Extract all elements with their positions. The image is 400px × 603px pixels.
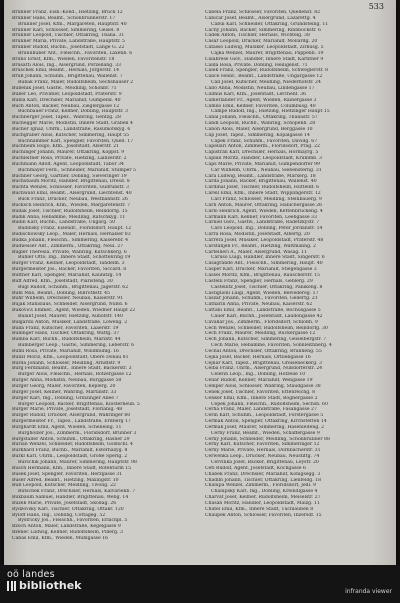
directory-entry: Burger Anna, Modistin, Neubau, Burggasse 58 [12, 378, 122, 384]
directory-entry: Call Josef, Kutscher, Meidling, Niederhofstr. 24 [211, 80, 321, 86]
directory-entry: Cechal Anton, Drechsler, Ottakring, Brunneng. 55 [205, 348, 322, 354]
directory-entry: Cech Marie, Hebamme, Favoriten, Sonnleithnerg. 4 [211, 343, 332, 349]
directory-entry: Buchner Georg, Gärtner, Döbling, Sieveringer 19 [12, 173, 127, 179]
directory-entry: Cardinal Josef, Tischler, Rudolfsheim, Hütteldf. 6 [205, 185, 320, 191]
directory-entry: Burgholzer Jos., Zimmerm., Floridsdorf, Brünner 3 [18, 430, 137, 436]
directory-entry: Cejka Josef, Bäcker, Hernals, Ortliebgasse 16 [205, 354, 311, 360]
directory-entry: Cartellieri A., Maler, Alsergrund, Wasag. 11 [205, 249, 308, 255]
directory-entry: Buchberger Josef, Tapez., Währing, Gentzg. 28 [12, 115, 121, 121]
directory-entry: Cattani Emil, Beamt., Landstraße, Rochusgasse 5 [205, 308, 321, 314]
directory-entry: Bulla Franz, Kutscher, Favoriten, Laaerstr. 19 [12, 325, 119, 331]
directory-entry: Buml Rosa, Private, Mariahilf, Windmühlg. 16 [12, 348, 120, 354]
directory-entry: Chadim Johann, Tischler, Ottakring, Lienfeldg. 18 [205, 477, 321, 483]
directory-entry: Buff Alfred, Kfm., Josefstadt, Piaristeng. 30 [12, 278, 113, 284]
directory-entry: Burger Rudolf, Drucker, Alsergrund, Währinger 60 [12, 413, 131, 419]
directory-entry: Celerin Leop., Ing., Döbling, Hofzeile 10 [211, 372, 306, 378]
directory-entry: Busek Josef, Spengler, Favoriten, Herzgasse 31 [12, 471, 123, 477]
directory-entry: Cerha Franz, Maler, Landstraße, Fasangasse 27 [205, 407, 317, 413]
directory-entry: Cenker Emil, Kfm., Innere Stadt, Bognergasse 2 [205, 395, 318, 401]
directory-entry: Burgstaller Anton, Schuhm., Ottakring, Hasner 29 [12, 436, 130, 442]
directory-entry: Busch Hermann, Kfm., Innere Stadt, Rotenturm 15 [12, 465, 132, 471]
directory-entry: Carl Franz, Schlosser, Meidling, Steinbauerg. 9 [211, 197, 322, 202]
directory-entry: Bzoch Anton, Maler, Landstraße, Kegelgasse 9 [12, 524, 121, 530]
directory-entry: Calice Heinr., Beamt., Landstraße, Ungargasse 12 [205, 74, 323, 80]
directory-entry: Buchgraber Alois, Kutscher, Simmering, Haupt 55 [12, 132, 130, 138]
directory-entry: Buchhammer Karl, Spengler, Favoriten, Quell. 17 [18, 138, 134, 144]
directory-entry: Cerin Karl, Schuhm., Leopoldstadt, Förstergasse 5 [205, 413, 324, 419]
directory-entry: Celba Franz, Uhrm., Alsergrund, Nußdorferstr. 24 [205, 366, 323, 372]
directory-entry: Caruso Luigi, Händler, Innere Stadt, Singerstr. 6 [211, 255, 325, 261]
directory-entry: Cabas Emil, Kfm., Wieden, Mühlgasse 16 [12, 535, 109, 541]
directory-entry: Cetl Rudolf, Agent, Josefstadt, Kochgasse 6 [205, 465, 306, 471]
directory-entry: Burda Johann, Schlosser, Meidling, Arndtstr. 9 [12, 360, 121, 366]
directory-entry: Chaupek Anton, Schlosser, Favoriten, Inzersdf. 15 [205, 512, 322, 518]
directory-entry: Cachy Johann, Bäcker, Simmering, Rinnböckstr. 6 [205, 27, 321, 33]
directory-entry: Carlo Heinrich, Agent, Wieden, Kettenbrückeng. 4 [205, 208, 323, 214]
directory-entry: Bystricky Jos., Fleischh., Favoriten, Erlachpl. 5 [18, 518, 128, 524]
document-page [4, 0, 396, 565]
directory-entry: Buchegger Marie, Modistin, Innere Stadt, Graben 4 [12, 121, 133, 127]
directory-entry: Buck Franz, Drucker, Neubau, Westbahnstr. 26 [18, 197, 128, 202]
directory-entry: Buch Anton, Bäcker, Neubau, Zieglergasse 12 [12, 103, 120, 109]
directory-entry: Chatel Emil, Kfm., Innere Stadt, Tuchlauben 8 [205, 506, 314, 512]
directory-entry: Car Wilhelm, Uhrm., Neubau, Siebensterng. 31 [211, 167, 322, 173]
directory-entry: Bürgermeister Jos., Bäcker, Favoriten, Siccard. 8 [12, 267, 127, 273]
directory-entry: Bruß Johann, Schuhm., Brigittenau, Wallenst. 7 [12, 74, 123, 80]
directory-entry: Bugl Rudolf, Schuhm., Brigittenau, Jägerstr. 62 [18, 284, 129, 290]
directory-entry: Brunner Leopold, Tischler, Ottakring, Thalia. 31 [12, 33, 125, 39]
directory-entry: Cassel Moritz, Kfm., Brigittenau, Rauscherstr. 15 [205, 272, 320, 278]
directory-entry: Carli Anton, Maurer, Ottakring, Habichergasse 26 [205, 202, 323, 208]
directory-entry: Cara Ludwig, Beamt., Landstraße, Marxerg. 18 [205, 173, 316, 179]
directory-entry: Camerlander Fr., Agent, Wieden, Rainergasse 3 [205, 97, 317, 103]
directory-entry: Canon Alois, Maler, Alsergrund, Berggasse 10 [205, 126, 313, 132]
directory-entry: Cabul Karl, Schneider, Ottakring, Grundsteing. 11 [211, 21, 329, 27]
directory-entry: Carstanjen Fr., Beamt., Hietzing, Wattmanng. 2 [205, 243, 316, 249]
directory-entry: Bumberger Leop., Gastw., Simmering, Leberstr. 6 [18, 343, 134, 349]
directory-entry: Buchbauer Franz, Kellner, Döbling, Hauptstr. 3 [18, 109, 128, 115]
directory-entry: Cerny Franz, Beamt., Wieden, Schäffergasse 9 [211, 430, 320, 436]
directory-entry: Brunnhuber Ant., Fleischh., Favoriten, Laxenb. 6 [18, 50, 133, 56]
directory-entry: Budweiser Ant., Zimmerm., Ottakring, Neul. 27 [12, 243, 124, 249]
viewer-label[interactable]: infranda viewer [345, 588, 392, 595]
directory-entry: Chalupa Wenzel, Zimmerm., Floridsdorf, Jedl. 9 [205, 483, 316, 489]
directory-entry: Cech Wenzel, Schneider, Rudolfsheim, Reindorfg. 30 [205, 325, 328, 331]
directory-entry: Brusatti Alois, Ing., Alsergrund, Porzellang. 33 [12, 62, 121, 68]
directory-entry: Capistran Karl, Drechsler, Hernals, Hormayrg. 5 [205, 150, 319, 156]
directory-entry: Cervinka Josef, Bäcker, Brigittenau, Leystr. 20 [211, 459, 319, 465]
directory-entry: Cerny Johann, Schneider, Meidling, Schönbrunner 88 [205, 436, 330, 442]
directory-entry: Cäsar Leopold, Drucker, Mariahilf, Mollardg. 20 [205, 39, 318, 45]
directory-entry: Bürger Franz, Kellner, Leopoldstadt, Tandelm. 3 [12, 261, 125, 267]
directory-entry: Cauer Karl, Buchh., Josefstadt, Laudongasse 42 [211, 313, 323, 319]
directory-entry: Cejnar Karl, Tapez., Brigittenau, Greiseneckerg. 3 [205, 360, 322, 366]
directory-entry: Budinsky Franz, Eisendr., Floridsdorf, Haupt. 12 [18, 226, 132, 232]
directory-entry: Carell Emil, Kfm., Innere Stadt, Wipplingerstr. 12 [205, 191, 321, 197]
directory-entry: Cech Franz, Maurer, Meidling, Ruckergasse 12 [205, 331, 316, 337]
directory-entry: Cellar Rudolf, Kellner, Mariahilf, Webgasse 19 [205, 378, 313, 384]
directory-entry: Bunzl Moriz, Kfm., Leopoldstadt, Obere Donau 81 [12, 354, 129, 360]
logo-bars-icon [7, 581, 16, 591]
directory-entry: Buxbaum Samuel, Händler, Brigittenau, Webg. 14 [12, 495, 129, 501]
directory-entry: Burger Karl, Ing., Döbling, Grinzinger Allee 7 [12, 395, 119, 401]
directory-entry: Cafasso Ludwig, Musiker, Leopoldstadt, Zirkusg. 5 [205, 45, 324, 51]
directory-entry: Buhl Max, Beamt., Döbling, Billrothstr. 45 [12, 290, 110, 296]
directory-entry: Bügler Theresia, Private, Währing, Kutschkerg. 6 [12, 249, 127, 255]
directory-entry: Capek Franz, Schuhm., Favoriten, Davidg. 67 [211, 138, 318, 144]
directory-entry: Buchinger Johann, Maurer, Ottakring, Koppst. 9 [12, 150, 125, 156]
directory-entry: Camilo Emil, Kellner, Favoriten, Columbusg. 40 [205, 103, 316, 109]
right-column [205, 10, 391, 518]
directory-entry: Bühler Otto, Ing., Innere Stadt, Schottenring 19 [18, 255, 131, 261]
directory-entry: Carmann Karl, Kellner, Favoriten, Leebgasse 33 [205, 214, 317, 220]
directory-entry: Burian Wenzel, Schneider, Rudolfsheim, Goldschl. 4 [12, 442, 133, 448]
directory-entry: Burschik Johann, Maurer, Simmering, Hauptstr. 98 [18, 459, 137, 465]
directory-entry: Caro Leopold, Ing., Döbling, Peter Jordanstr. 14 [211, 226, 323, 232]
left-column [12, 10, 198, 542]
directory-entry: Buß Leopold, Kutscher, Meidling, Tivolig. 22 [12, 483, 116, 489]
directory-entry: Bydzovsky Karl, Tischler, Ottakring, Ottakr. 120 [12, 506, 124, 512]
directory-entry: Budka Johann, Fleischh., Simmering, Kaiserebr. 4 [12, 237, 129, 243]
directory-entry: Buser Alfred, Beamt., Hietzing, Maxingstr. 10 [12, 477, 119, 483]
directory-entry: Cemper Alois, Schlosser, Währing, Staudgasse 38 [205, 384, 321, 389]
directory-entry: Cech Johann, Kutscher, Simmering, Geiselbergstr. 7 [205, 337, 327, 343]
directory-entry: Castelli Franz, Spengler, Hernals, Geblerg. 29 [205, 278, 313, 284]
logo-text-line1: oö landes [7, 569, 55, 580]
directory-entry: Capellari Anton, Zimmerm., Floridsdorf, Prag. 22 [205, 144, 320, 150]
directory-entry: Buber Leo, Privatier, Leopoldstadt, Praterstr. 9 [12, 91, 122, 97]
directory-entry: Caszar Johann, Schuhm., Favoriten, Gellertg. 21 [205, 296, 318, 302]
directory-entry: Bucher Ignaz, Uhrm., Landstraße, Rasumofskyg. 6 [12, 126, 131, 132]
directory-entry: Cap Josef, Tapez., Simmering, Kopalgasse 14 [205, 132, 310, 138]
directory-entry: Burghardt Emil, Agent, Wieden, Schelleing. 11 [12, 424, 122, 430]
directory-entry: Cerny Karl, Kutscher, Favoriten, Simmeringer 12 [205, 442, 320, 448]
directory-entry: Bzenec Ludwig, Kellner, Rudolfsheim, Pillerg. 3 [12, 530, 123, 536]
directory-entry: Bubla Karl, Drechsler, Mariahilf, Gumpend. 40 [12, 97, 121, 103]
directory-entry: Cabela Franz, Schlosser, Favoriten, Quellenst. 82 [205, 10, 321, 15]
directory-entry: Buchta Wenzel, Schlosser, Favoriten, Gudrunstr. 3 [12, 185, 129, 191]
directory-entry: Buchleitner Rosa, Private, Hietzing, Lainzerstr. 2 [12, 156, 127, 162]
directory-entry: Cerwenka Leop., Drucker, Neubau, Neustiftg. 74 [205, 454, 320, 460]
directory-entry: Carniel Giov., Gastw., Landstraße, Radetzkystr. 7 [205, 220, 320, 226]
directory-entry: Bruschek Emil, Beamt., Hernals, Jörgerstr. 14 [12, 68, 120, 74]
directory-entry: Cermak Josef, Maurer, Simmering, Hasenleiteng. 2 [205, 424, 325, 430]
directory-entry: Bubak Franz, Maler, Rudolfsheim, Sechshauser 2 [18, 80, 134, 86]
directory-entry: Buchheim Hugo, Kfm., Josefstadt, Alserstr. 21 [12, 144, 120, 150]
directory-entry: Bukovics Emmer., Agent, Wieden, Wiedner Haupt 22 [12, 308, 136, 314]
logo-text-line2-wrap [7, 580, 81, 592]
directory-entry: Burger Georg, Maler, Favoriten, Keplerg. 20 [12, 384, 116, 389]
directory-entry: Calabrese Giov., Händler, Innere Stadt, Kärntner 9 [205, 56, 324, 62]
directory-entry: Canal Johann, Fleischh., Ottakring, Thaliastr. 57 [205, 115, 318, 121]
directory-entry: Brunner Rudolf, Buchh., Josefstadt, Lange G. 22 [12, 45, 125, 51]
directory-entry: Burkhard Franz, Buchb., Mariahilf, Esterhazyg. 8 [12, 448, 128, 454]
page-number: 533 [368, 2, 384, 11]
directory-entry: Buzek Marie, Private, Josefstadt, Skodag. 26 [12, 500, 117, 506]
directory-entry: Casagrande Ant., Fleischh., Simmering, Haupt. 40 [205, 261, 323, 267]
directory-entry: Cabicar Josef, Beamt., Alsergrund, Lazarettg. 4 [205, 15, 316, 21]
directory-entry: Callo Anna, Modistin, Neubau, Lindengasse 17 [205, 85, 315, 91]
directory-entry: Butschek Franz, Drechsler, Hernals, Kalvarienb. 7 [18, 489, 136, 495]
library-logo[interactable] [7, 569, 81, 592]
directory-entry: Budin Karl, Buchb., Landstraße, Ungarg. 50 [12, 220, 116, 226]
directory-entry: Burgermeister Fr., Tapez., Landstraße, Erdberg 17 [12, 419, 131, 425]
directory-entry: Burger Josef, Kellner, Währing, Martinstr. 33 [12, 389, 117, 395]
directory-entry: Buchmann Adolf, Agent, Leopoldstadt, Tabor 34 [12, 161, 124, 167]
directory-entry: Cavallar Jos., Zimmerm., Floridsdorf, Schloßh. 9 [205, 319, 318, 325]
directory-entry: Bullinger Hans, Tischler, Ottakring, Wattg. 37 [12, 331, 120, 337]
directory-entry: Brunner Karl, Schlosser, Simmering, Geisel. 8 [12, 27, 120, 33]
directory-entry: Bulgarini Anton, Musiker, Landstraße, Löweng. 2 [12, 319, 128, 325]
directory-entry: Caplan Moritz, Händler, Leopoldstadt, Krummb. 3 [205, 156, 322, 162]
directory-entry: Casper Karl, Drucker, Mariahilf, Stiegengasse 3 [205, 267, 317, 273]
directory-entry: Bruno Ernst, Kfm., Wieden, Favoritenstr. 18 [12, 56, 115, 62]
directory-entry: Calmus Karl, Kfm., Josefstadt, Lerchenf. 36 [205, 91, 306, 97]
directory-entry: Candl Leopold, Buchb., Währing, Schopenh. 28 [205, 121, 316, 127]
directory-entry: Chalupsky Karl, Ing., Döbling, Kreindlgasse 4 [211, 489, 318, 495]
directory-entry: Carrera Josef, Musiker, Leopoldstadt, Praterstr. 48 [205, 237, 324, 243]
directory-entry: Chabek Franz, Drechsler, Mariahilf, Königsegg. 3 [205, 471, 321, 477]
directory-entry: Burger Alois, Fleischh., Hernals, Rötzergasse 12 [18, 372, 132, 378]
directory-entry: Chasan Moritz, Händler, Leopoldstadt, Malzg. 11 [205, 500, 320, 506]
directory-entry: Cadek Anton, Tischler, Hernals, Wichtelg. 38 [205, 33, 310, 39]
directory-entry: Brunner Hans, Beamt., Schönbrunnerstr. 17 [12, 15, 116, 21]
directory-entry: Bumba Karl, Buchh., Rudolfsheim, Märzstr. 44 [12, 337, 121, 343]
directory-entry: Budak Josef, Tischler, Rudolfsheim, Reindorfg. 15 [12, 208, 128, 214]
directory-entry: Budischowsky Leop., Maler, Hernals, Hernalser 83 [12, 232, 131, 238]
directory-entry: Catharin Anna, Private, Neubau, Kaiserstr. 62 [205, 302, 313, 308]
directory-entry: Burg Ferdinand, Beamt., Innere Stadt, Bäckerstr. 3 [12, 366, 132, 372]
directory-entry: Carda Johann, Bäcker, Brigittenau, Wallenst. 40 [205, 179, 317, 185]
directory-entry: Budik Anna, Hebamme, Meidling, Ratschkyg. 11 [12, 214, 126, 220]
directory-entry: Bubenik Josef, Gastw., Meidling, Schönbr. 71 [12, 85, 117, 91]
directory-entry: Byloff Hans, Ing., Döbling, Cottageg. 52 [12, 512, 106, 518]
directory-entry: Castiglioni Luigi, Agent, Wieden, Belvedereg. 17 [205, 290, 319, 296]
directory-entry: Buchwald Emil, Beamt., Alsergrund, Liechtenst. 40 [12, 191, 132, 197]
directory-entry: Caps Marie, Private, Mariahilf, Gumpendorfer 99 [205, 161, 320, 167]
directory-entry: Burger Marie, Private, Josefstadt, Florianig. 48 [12, 407, 123, 413]
directory-entry: Burkl Karl, Uhrm., Leopoldstadt, Große Sperlg. 2 [12, 454, 128, 460]
directory-entry: Carra Rosa, Modistin, Josefstadt, Albertg. 20 [205, 232, 310, 238]
directory-entry: Burger Leopold, Bäcker, Brigittenau, Klosterneub. 5 [18, 401, 140, 407]
directory-entry: Cenek Josef, Tischler, Favoriten, Ettenreichg. 8 [205, 389, 316, 395]
directory-entry: Cajka Wenzel, Maurer, Brigittenau, Pappenh. 19 [211, 50, 324, 56]
directory-entry: Brunner Maria, Private, Landstraße, Hauptstr. 5 [12, 39, 125, 45]
directory-entry: Cepek Johann, Fleischh., Rudolfsheim, Sechsh. 60 [211, 401, 328, 407]
directory-entry: Buchmayer Ferd., Schneider, Mariahilf, Stumper 5 [18, 167, 136, 173]
directory-entry: Castellitz Josef, Tischler, Ottakring, Panikeng. 8 [211, 284, 323, 290]
directory-entry: Bujak Stanislaus, Schneider, Alsergrund, Nußd. 6 [12, 302, 128, 308]
directory-entry: Bulant Josef, Maurer, Hietzing, Auhofstr. 140 [18, 313, 123, 319]
directory-entry: Calek Franz, Spengler, Rudolfsheim, Schweglerstr. 8 [205, 68, 329, 74]
directory-entry: Campe Rudolf, Ing., Hietzing, Hietzinger Haupt 15 [211, 109, 330, 115]
directory-entry: Brunner Josef, Kfm., Margareten, Hauptstr. 40 [18, 21, 127, 27]
directory-entry: Cermak Anton, Spengler, Ottakring, Kirchstetten 14 [205, 419, 327, 425]
directory-entry: Cerny Marie, Private, Hernals, Dornbacherstr. 31 [205, 448, 321, 454]
directory-entry: Buhr Wilhelm, Drechsler, Neubau, Kaiserstr. 91 [12, 296, 124, 302]
directory-entry: Calda Rosa, Private, Döbling, Heiligenst. 71 [205, 62, 308, 68]
directory-entry: Charvat Josef, Kellner, Rudolfsheim, Meiselstr. 27 [205, 495, 321, 501]
directory-entry: Büttner Karl, Spengler, Mariahilf, Kaunitzg. 14 [12, 272, 122, 278]
directory-entry: Bucksch Heinrich, Kfm., Wieden, Margaretenstr. 7 [12, 202, 131, 208]
logo-text-line2: bibliothek [19, 579, 82, 592]
directory-entry: Buchsbaum Moritz, Händler, Brigittenau, Dresd. 8 [12, 179, 130, 185]
directory-entry: Brunner Franz, Eisb.-Kond., Hietzing, Bruck 12 [12, 10, 123, 15]
